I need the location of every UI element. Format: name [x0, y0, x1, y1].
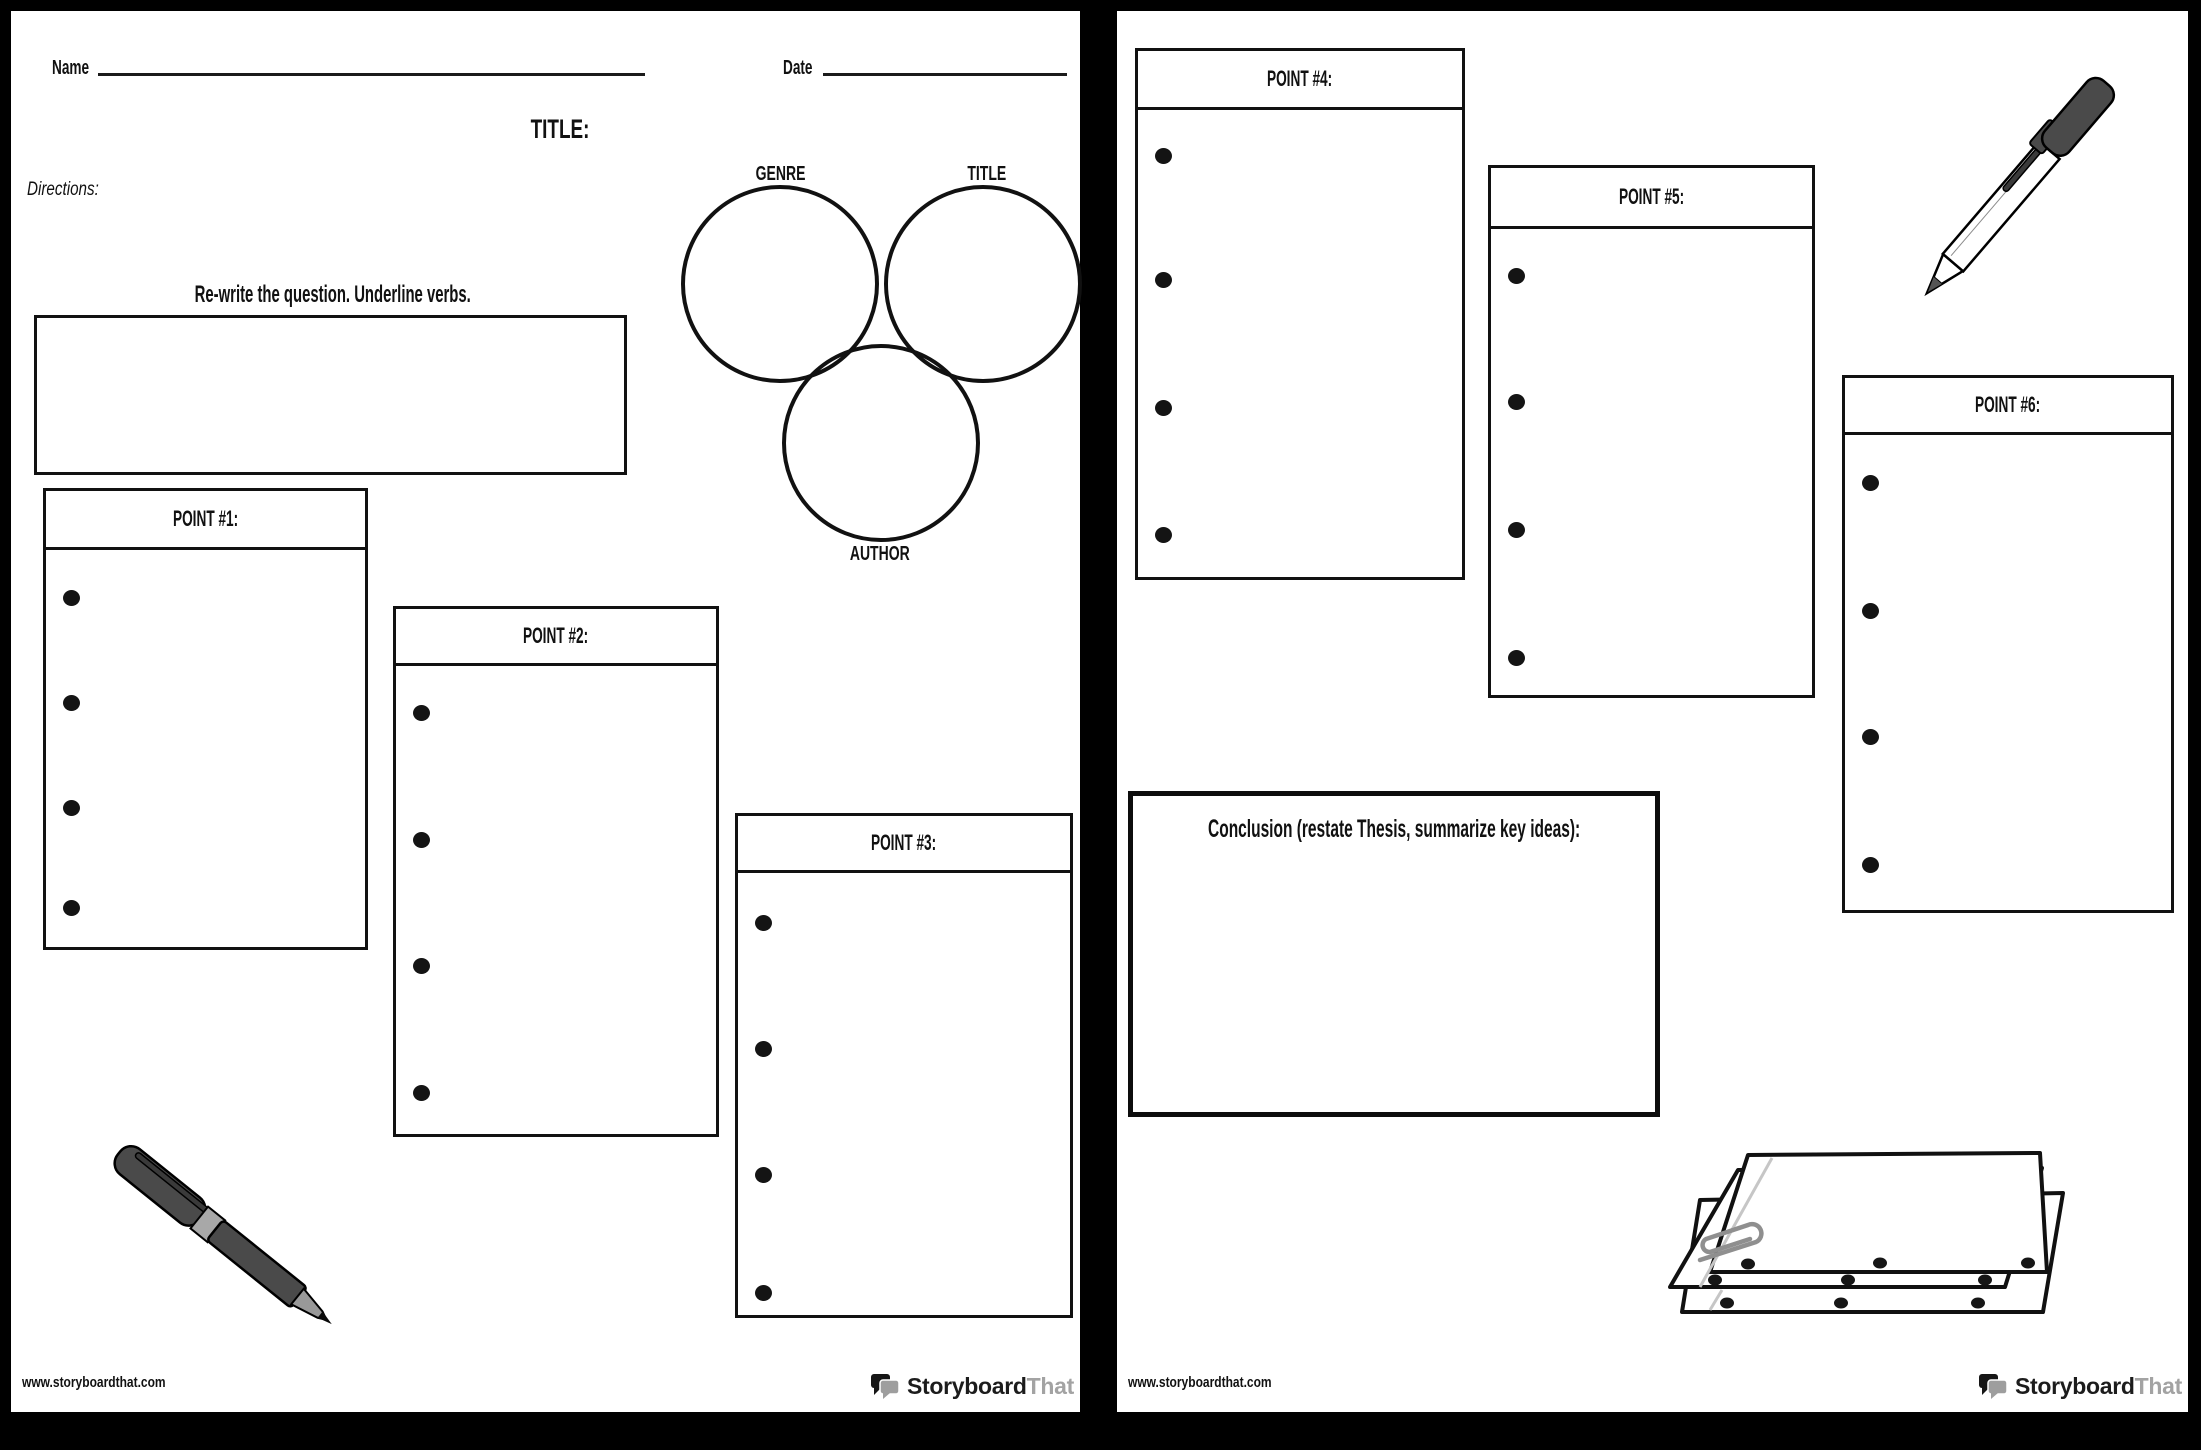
bullet-marker	[413, 832, 430, 848]
point-5-box[interactable]	[1488, 165, 1815, 698]
right-page	[1117, 11, 2188, 1412]
bullet-marker	[1508, 394, 1525, 410]
bullet-marker	[63, 590, 80, 606]
venn-author-label: AUTHOR	[850, 542, 910, 565]
author-circle[interactable]	[784, 346, 978, 540]
fountain-pen-icon	[101, 1121, 361, 1333]
point-1-box[interactable]	[43, 488, 368, 950]
date-input-line[interactable]	[823, 73, 1067, 76]
point-4-box[interactable]	[1135, 48, 1465, 580]
bullet-marker	[755, 915, 772, 931]
bullet-marker	[413, 705, 430, 721]
directions-label: Directions:	[27, 179, 99, 200]
point-1-header	[46, 491, 365, 550]
left-page	[11, 11, 1080, 1412]
conclusion-box[interactable]	[1128, 791, 1660, 1117]
bullet-marker	[1862, 475, 1879, 491]
logo-part2: That	[2134, 1372, 2182, 1399]
bullet-marker	[1862, 857, 1879, 873]
bullet-marker	[1508, 268, 1525, 284]
website-url: www.storyboardthat.com	[1128, 1374, 1272, 1391]
conclusion-label: Conclusion (restate Thesis, summarize key ideas):	[1207, 814, 1581, 843]
rewrite-question-heading: Re-write the question. Underline verbs.	[194, 281, 472, 308]
paper-sheets-paperclip-icon	[1660, 1140, 2100, 1325]
bullet-marker	[63, 695, 80, 711]
point-3-header	[738, 816, 1070, 873]
bullet-marker	[1155, 527, 1172, 543]
venn-genre-label: GENRE	[756, 162, 806, 185]
name-label: Name	[52, 57, 90, 79]
bullet-marker	[413, 958, 430, 974]
point-3-box[interactable]	[735, 813, 1073, 1318]
point-4-label: POINT #4:	[1267, 66, 1333, 91]
speech-bubbles-icon	[1978, 1371, 2008, 1401]
point-6-box[interactable]	[1842, 375, 2174, 913]
rewrite-answer-box[interactable]	[34, 315, 627, 475]
point-6-label: POINT #6:	[1975, 392, 2041, 417]
logo-part1: Storyboard	[2014, 1372, 2135, 1399]
bullet-marker	[63, 800, 80, 816]
point-4-header	[1138, 51, 1462, 110]
worksheet-title-heading: TITLE:	[530, 113, 590, 144]
storyboardthat-logo	[1978, 1369, 2182, 1403]
date-label: Date	[783, 57, 813, 79]
point-2-box[interactable]	[393, 606, 719, 1137]
bullet-marker	[413, 1085, 430, 1101]
bullet-marker	[755, 1041, 772, 1057]
website-url: www.storyboardthat.com	[22, 1374, 166, 1391]
bullet-marker	[1862, 603, 1879, 619]
bullet-marker	[1155, 148, 1172, 164]
bullet-marker	[1155, 400, 1172, 416]
logo-part2: That	[1026, 1372, 1074, 1399]
venn-title-label: TITLE	[967, 162, 1007, 185]
bullet-marker	[1155, 272, 1172, 288]
bullet-marker	[755, 1167, 772, 1183]
name-input-line[interactable]	[98, 73, 645, 76]
bullet-marker	[1862, 729, 1879, 745]
point-6-header	[1845, 378, 2171, 435]
bullet-marker	[755, 1285, 772, 1301]
bullet-marker	[63, 900, 80, 916]
pen-pencil-icon	[1905, 51, 2155, 316]
bullet-marker	[1508, 522, 1525, 538]
point-1-label: POINT #1:	[172, 506, 239, 531]
point-2-header	[396, 609, 716, 666]
bullet-marker	[1508, 650, 1525, 666]
point-5-header	[1491, 168, 1812, 229]
point-2-label: POINT #2:	[523, 623, 589, 648]
point-3-label: POINT #3:	[871, 830, 937, 855]
point-5-label: POINT #5:	[1618, 184, 1685, 209]
storyboardthat-logo	[870, 1369, 1074, 1403]
venn-diagram	[655, 150, 1105, 570]
logo-part1: Storyboard	[906, 1372, 1027, 1399]
speech-bubbles-icon	[870, 1371, 900, 1401]
